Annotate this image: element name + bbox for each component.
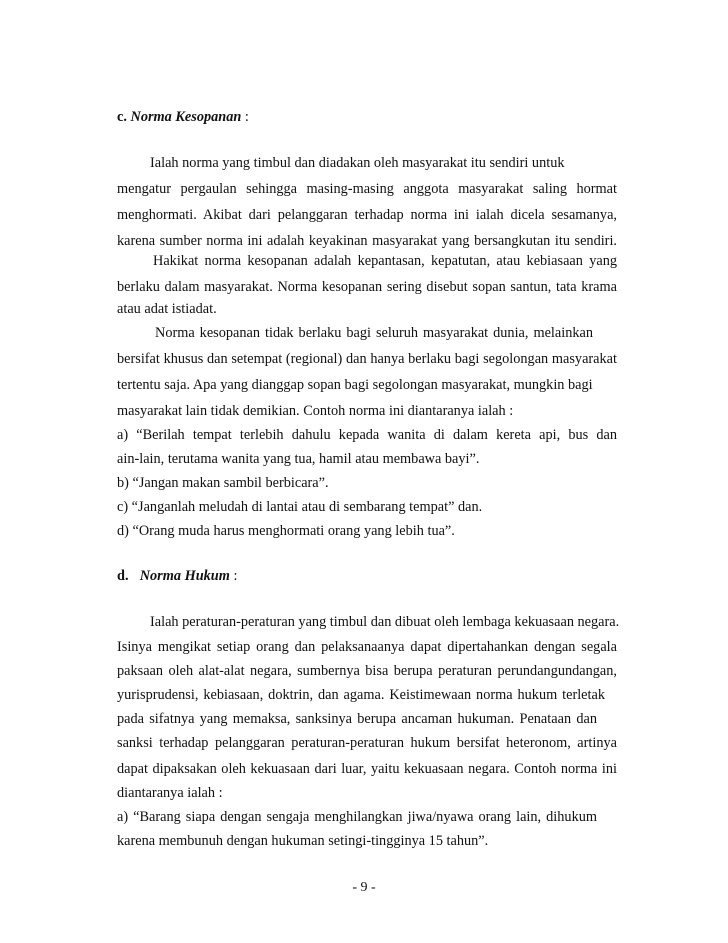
- section-c-line-4: karena sumber norma ini adalah keyakinan masyarakat yang bersangkutan itu sendiri.: [117, 233, 617, 249]
- section-c-line-8: Norma kesopanan tidak berlaku bagi seluruh masyarakat dunia, melainkan: [155, 325, 593, 341]
- section-c-line-7: atau adat istiadat.: [117, 301, 217, 317]
- section-c-item-d: d) “Orang muda harus menghormati orang yang lebih tua”.: [117, 523, 455, 539]
- section-d-title: Norma Hukum: [139, 568, 230, 584]
- section-d-heading: [117, 566, 617, 586]
- section-d-letter: d.: [117, 568, 129, 584]
- section-c-line-2: mengatur pergaulan sehingga masing-masing anggota masyarakat saling hormat: [117, 181, 617, 197]
- section-c-heading: [117, 107, 617, 127]
- section-c-line-9: bersifat khusus dan setempat (regional) dan hanya berlaku bagi segolongan masyarakat: [117, 351, 617, 367]
- section-c-item-a: a) “Berilah tempat terlebih dahulu kepada wanita di dalam kereta api, bus dan: [117, 427, 617, 443]
- section-d-line-2: Isinya mengikat setiap orang dan pelaksanaanya dapat dipertahankan dengan segala: [117, 639, 617, 655]
- section-c-line-5: Hakikat norma kesopanan adalah kepantasan, kepatutan, atau kebiasaan yang: [153, 253, 617, 269]
- section-d-line-1: Ialah peraturan-peraturan yang timbul dan dibuat oleh lembaga kekuasaan negara.: [150, 614, 620, 630]
- section-d-line-3: paksaan oleh alat-alat negara, sumbernya bisa berupa peraturan perundangundangan,: [117, 663, 617, 679]
- section-c-line-6: berlaku dalam masyarakat. Norma kesopanan sering disebut sopan santun, tata krama: [117, 279, 617, 295]
- section-d-item-a: a) “Barang siapa dengan sengaja menghilangkan jiwa/nyawa orang lain, dihukum: [117, 809, 597, 825]
- section-d-line-5: pada sifatnya yang memaksa, sanksinya berupa ancaman hukuman. Penataan dan: [117, 711, 597, 727]
- section-d-line-7: dapat dipaksakan oleh kekuasaan dari luar, yaitu kekuasaan negara. Contoh norma ini: [117, 761, 617, 777]
- section-c-item-b: b) “Jangan makan sambil berbicara”.: [117, 475, 329, 491]
- section-c-letter: c.: [117, 109, 127, 125]
- section-c-item-c: c) “Janganlah meludah di lantai atau di sembarang tempat” dan.: [117, 499, 483, 515]
- section-d-item-a-cont: karena membunuh dengan hukuman setingi-tingginya 15 tahun”.: [117, 833, 489, 849]
- section-d-colon: :: [233, 568, 238, 584]
- section-c-title: Norma Kesopanan: [130, 109, 242, 125]
- section-d-line-8: diantaranya ialah :: [117, 785, 223, 801]
- section-c-line-3: menghormati. Akibat dari pelanggaran terhadap norma ini ialah dicela sesamanya,: [117, 207, 617, 223]
- section-d-line-4: yurisprudensi, kebiasaan, doktrin, dan agama. Keistimewaan norma hukum terletak: [117, 687, 605, 703]
- section-c-item-a-cont: ain-lain, terutama wanita yang tua, hamil atau membawa bayi”.: [117, 451, 480, 467]
- section-c-line-11: masyarakat lain tidak demikian. Contoh norma ini diantaranya ialah :: [117, 403, 514, 419]
- section-c-line-1: Ialah norma yang timbul dan diadakan oleh masyarakat itu sendiri untuk: [150, 155, 565, 171]
- section-c-colon: :: [244, 109, 249, 125]
- section-c-line-10: tertentu saja. Apa yang dianggap sopan bagi segolongan masyarakat, mungkin bagi: [117, 377, 593, 393]
- section-d-line-6: sanksi terhadap pelanggaran peraturan-peraturan hukum bersifat heteronom, artinya: [117, 735, 617, 751]
- page-number: - 9 -: [352, 880, 376, 895]
